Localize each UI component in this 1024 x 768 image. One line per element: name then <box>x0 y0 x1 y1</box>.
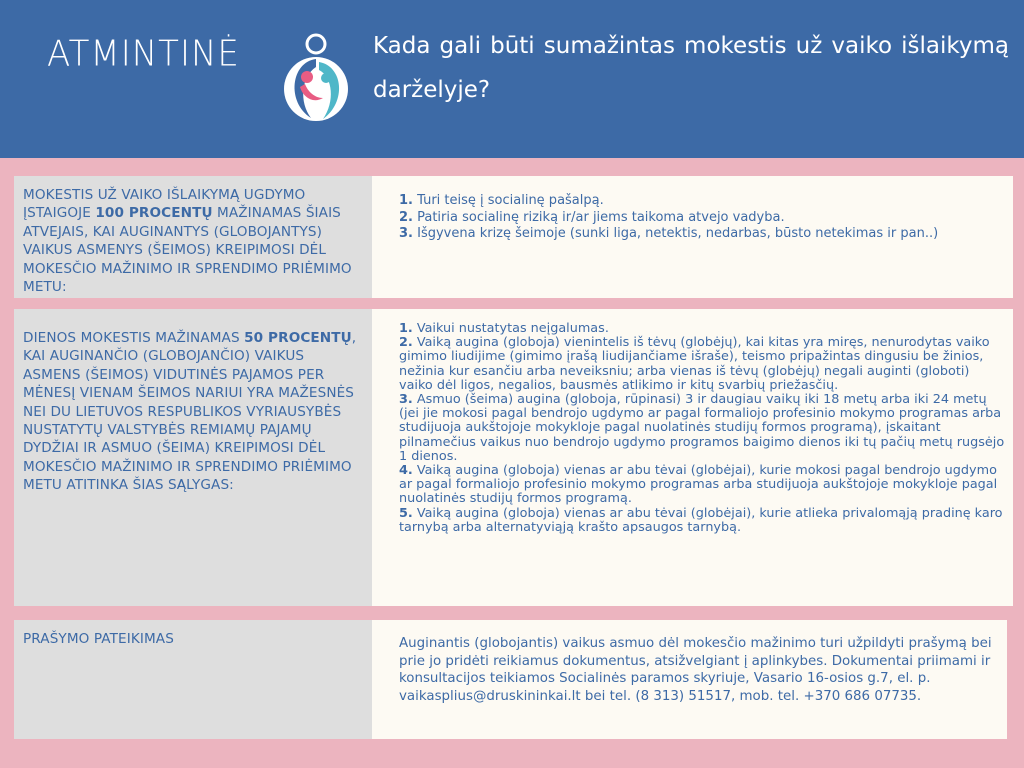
item-text: Vaikui nustatytas neįgalumas. <box>412 321 609 336</box>
section-100-percent-heading <box>14 176 372 298</box>
item-number: 1. <box>399 321 413 336</box>
item-text: Išgyvena krizę šeimoje (sunki liga, netektis, nedarbas, būsto netekimas ir pan..) <box>412 226 939 241</box>
item-text: Asmuo (šeima) augina (globoja, rūpinasi) 3 ir daugiau vaikų iki 18 metų arba iki 24 metų (jei jie mokosi pagal bendrojo ugdymo ar pagal formaliojo profesinio mokymo programas arba studijuoja aukštojoje mokykloje pagal nuolatinės studijų formos programą), įskaitant pilnamečius vaikus nuo bendrojo ugdymo programos baigimo dienos iki tų pačių metų rugsėjo 1 dienos. <box>399 392 1005 464</box>
heading-bold: 100 PROCENTŲ <box>95 205 213 222</box>
item-number: 5. <box>399 505 413 521</box>
item-number: 3. <box>399 226 413 241</box>
section-100-percent-list <box>372 176 1013 298</box>
header-banner <box>0 0 1024 158</box>
list-item <box>399 464 1007 507</box>
section-50-percent-list <box>372 309 1013 606</box>
item-number: 4. <box>399 463 413 479</box>
item-text: Vaiką augina (globoja) vienas ar abu tėvai (globėjai), kurie atlieka privalomąją pradinę karo tarnybą arba alternatyviąją krašto apsaugos tarnybą. <box>399 505 1003 535</box>
section-application-text: Auginantis (globojantis) vaikus asmuo dėl mokesčio mažinimo turi užpildyti prašymą bei prie jo pridėti reikiamus dokumentus, atsižvelgiant į aplinkybes. Dokumentai priimami ir konsultacijos teikiamos Socialinės paramos skyriuje, Vasario 16-osios g.7, el. p. vaikasplius@druskininkai.lt bei tel. (8 313) 51517, mob. tel. +370 686 07735. <box>372 620 1007 739</box>
item-text: Turi teisę į socialinę pašalpą. <box>412 193 604 208</box>
item-number: 3. <box>399 392 413 408</box>
item-number: 1. <box>399 193 413 208</box>
brand-title: ATMINTINĖ <box>47 33 240 75</box>
list-item <box>399 336 1007 393</box>
list-item <box>399 193 1007 210</box>
list-item <box>399 322 1007 336</box>
list-item <box>399 210 1007 227</box>
section-100-percent <box>14 176 1013 298</box>
section-50-percent-heading <box>14 309 372 606</box>
list-item <box>399 507 1007 535</box>
heading-text: , KAI AUGINANČIO (GLOBOJANČIO) VAIKUS ASMENS (ŠEIMOS) VIDUTINĖS PAJAMOS PER MĖNESĮ VIENAM ŠEIMOS NARIUI YRA MAŽESNĖS NEI DU LIETUVOS RESPUBLIKOS VYRIAUSYBĖS NUSTATYTŲ VALSTYBĖS REMIAMŲ PAJAMŲ DYDŽIAI IR ASMUO (ŠEIMA) KREIPIMOSI DĖL MOKESČIO MAŽINIMO IR SPRENDIMO PRIĖMIMO METU ATITINKA ŠIAS SĄLYGAS: <box>23 330 357 494</box>
section-50-percent <box>14 309 1013 606</box>
list-item <box>399 226 1007 243</box>
item-number: 2. <box>399 335 413 351</box>
heading-text: MOKESTIS UŽ VAIKO IŠLAIKYMĄ UGDYMO ĮSTAIGOJE <box>23 187 306 222</box>
item-text: Vaiką augina (globoja) vienas ar abu tėvai (globėjai), kurie mokosi pagal bendrojo ugdymo ar pagal formaliojo profesinio mokymo programas arba studijuoja aukštojoje mokykloje pagal nuolatinės studijų formos programą. <box>399 463 998 507</box>
item-text: Patiria socialinę riziką ir/ar jiems taikoma atvejo vadyba. <box>412 209 785 225</box>
family-logo-icon <box>281 32 351 132</box>
section-application <box>14 620 1013 739</box>
heading-bold: 50 PROCENTŲ <box>244 330 352 346</box>
heading-text: DIENOS MOKESTIS MAŽINAMAS <box>23 330 245 346</box>
item-number: 2. <box>399 209 413 225</box>
list-item <box>399 393 1007 464</box>
item-text: Vaiką augina (globoja) vienintelis iš tėvų (globėjų), kai kitas yra miręs, nenurodytas vaiko gimimo liudijime (gimimo įrašą liudijančiame išraše), teismo pripažintas dingusiu be žinios, nežinia kur esančiu arba neveiksniu; arba vienas iš tėvų (globėjų) negali auginti (globoti) vaiko dėl ligos, negalios, bausmės atlikimo ir kitų svarbių priežasčių. <box>399 335 990 393</box>
section-application-heading: PRAŠYMO PATEIKIMAS <box>14 620 372 739</box>
heading-text: MAŽINAMAS ŠIAIS ATVEJAIS, KAI AUGINANTYS (GLOBOJANTYS) VAIKUS ASMENYS (ŠEIMOS) KREIPIMOSI DĖL MOKESČIO MAŽINIMO IR SPRENDIMO PRIĖMIMO METU: <box>23 205 352 296</box>
page-title: Kada gali būti sumažintas mokestis už vaiko išlaikymą darželyje? <box>373 33 1009 103</box>
